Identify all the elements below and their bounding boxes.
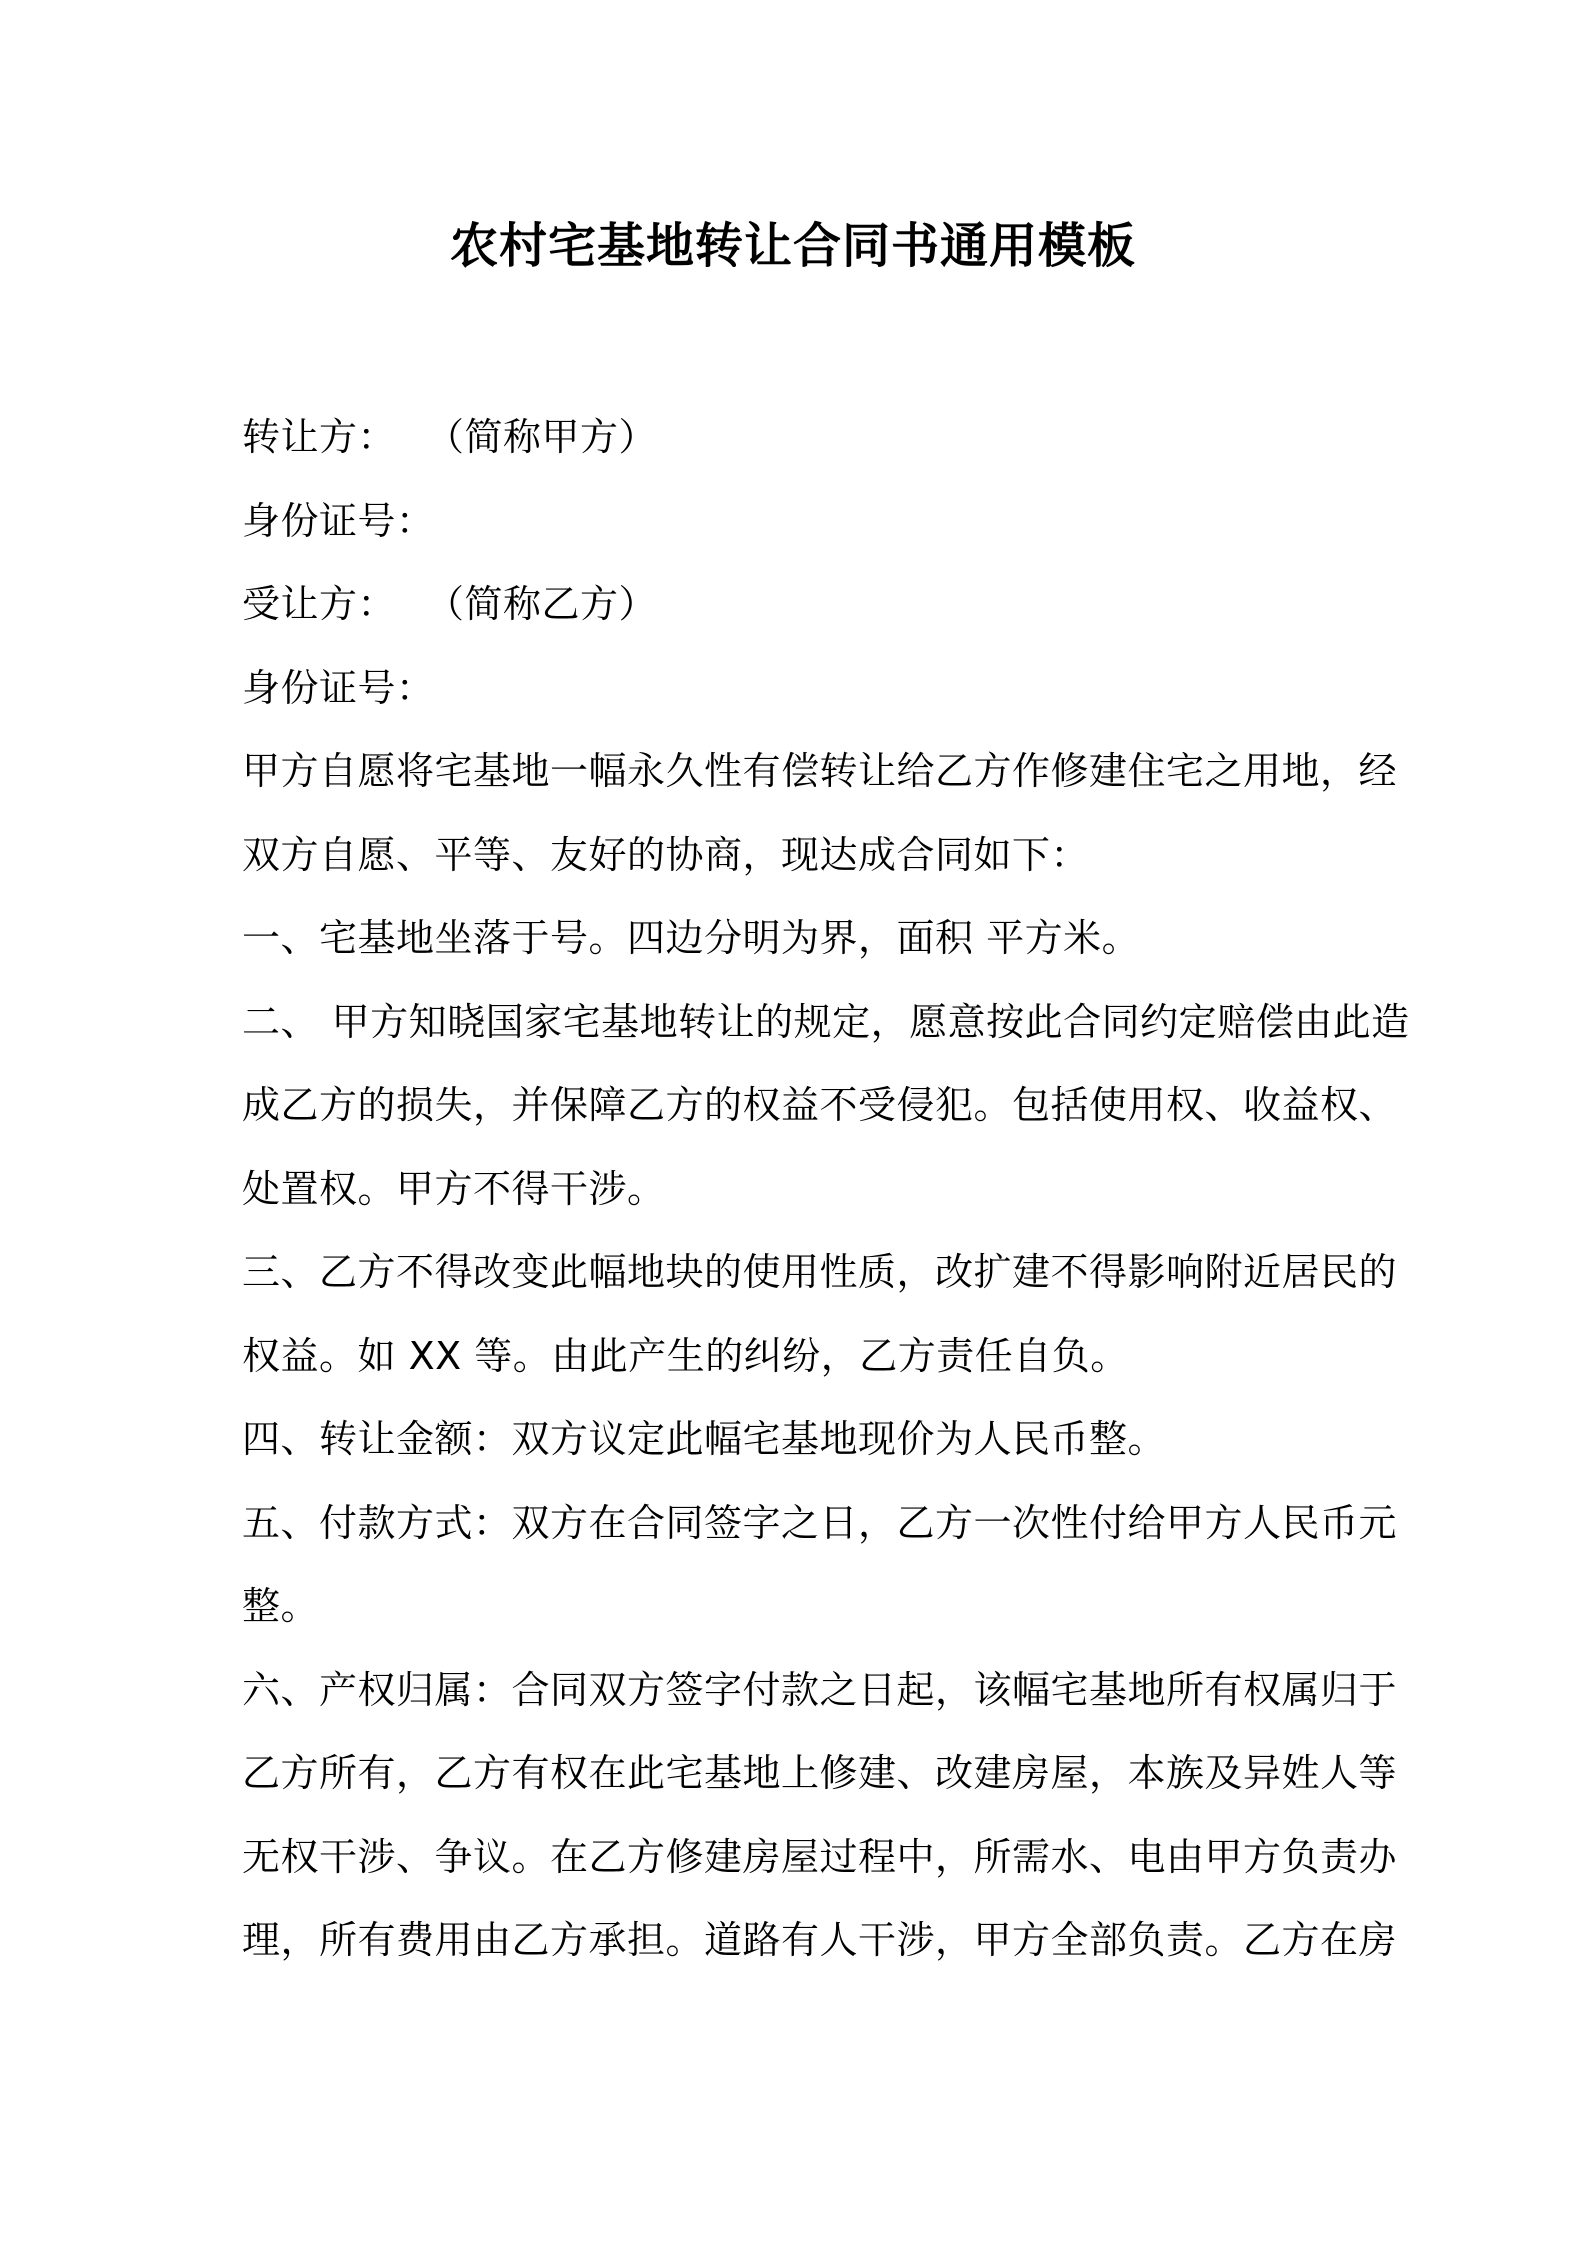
- party-fields: [242, 396, 1362, 730]
- body-line: 处置权。甲方不得干涉。: [242, 1166, 666, 1211]
- transferee-label: 受让方：: [242, 582, 397, 626]
- body-line: 整。: [242, 1584, 320, 1628]
- body-line: 理，所有费用由乙方承担。道路有人干涉，甲方全部负责。乙方在房: [242, 1918, 1398, 1962]
- clause-5: 五、付款方式：双方在合同签字之日，乙方一次性付给甲方人民币元: [242, 1500, 1398, 1545]
- transferee-id-line: [242, 647, 1362, 731]
- clause-3: 三、乙方不得改变此幅地块的使用性质，改扩建不得影响附近居民的: [242, 1250, 1398, 1294]
- transferee-id-label: 身份证号：: [242, 665, 435, 710]
- clause-4: 四、转让金额：双方议定此幅宅基地现价为人民币整。: [242, 1417, 1167, 1461]
- contract-body: [242, 730, 1410, 1983]
- transferor-id-line: [242, 480, 1362, 564]
- transferor-label: 转让方：: [242, 415, 397, 459]
- clause-1: 一、宅基地坐落于号。四边分明为界，面积 平方米。: [242, 916, 1141, 960]
- transferor-line: [242, 396, 1362, 480]
- body-line: 成乙方的损失，并保障乙方的权益不受侵犯。包括使用权、收益权、: [242, 1083, 1398, 1127]
- body-line: 权益。如 XX 等。由此产生的纠纷，乙方责任自负。: [242, 1333, 1129, 1378]
- body-line: 无权干涉、争议。在乙方修建房屋过程中，所需水、电由甲方负责办: [242, 1834, 1398, 1879]
- clause-2: 二、 甲方知晓国家宅基地转让的规定，愿意按此合同约定赔偿由此造: [242, 999, 1410, 1044]
- body-line: 乙方所有，乙方有权在此宅基地上修建、改建房屋，本族及异姓人等: [242, 1751, 1398, 1795]
- body-line: 双方自愿、平等、友好的协商，现达成合同如下：: [242, 832, 1090, 877]
- transferor-id-label: 身份证号：: [242, 498, 435, 543]
- transferor-note: （简称甲方）: [426, 415, 658, 459]
- body-line: 甲方自愿将宅基地一幅永久性有偿转让给乙方作修建住宅之用地，经: [242, 749, 1398, 793]
- clause-6: 六、产权归属：合同双方签字付款之日起，该幅宅基地所有权属归于: [242, 1667, 1398, 1712]
- transferee-note: （简称乙方）: [426, 582, 658, 626]
- document-title: 农村宅基地转让合同书通用模板: [449, 218, 1136, 274]
- transferee-line: [242, 563, 1362, 647]
